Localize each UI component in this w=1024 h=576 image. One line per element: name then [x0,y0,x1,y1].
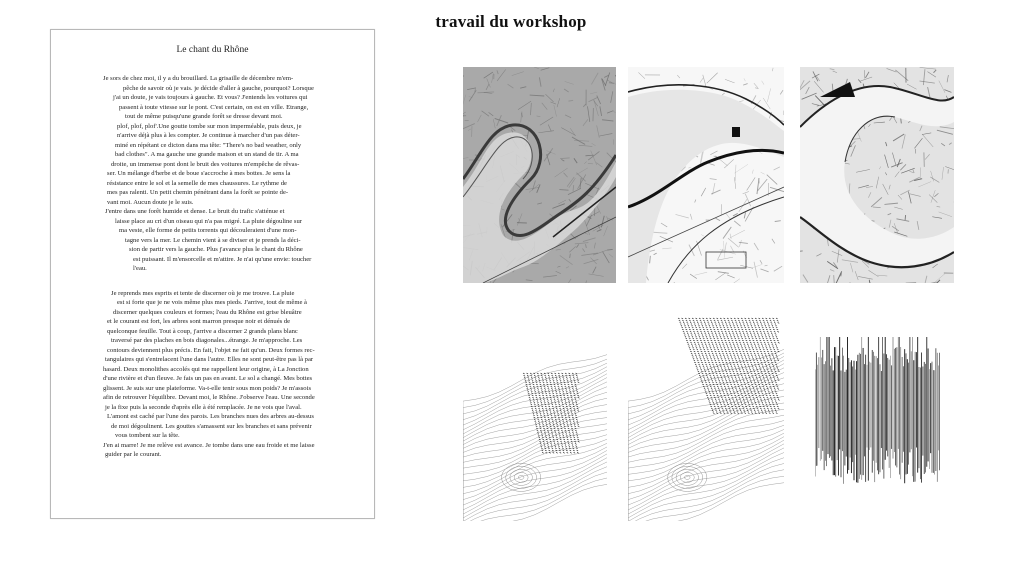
poem-line: passent à toute vitesse sur le pont. C'est certain, on est en ville. Etrange, [119,103,309,111]
poem-line: J'en ai marre! Je me relève est avance. Je tombe dans une eau froide et me laisse [103,441,315,449]
page-title: travail du workshop [435,12,587,31]
barcode-panel [815,337,940,487]
poem-line: tout de même puisqu'une grande forêt se dresse devant moi. [125,113,283,120]
poem-line: afin de retrouver l'équilibre. Devant moi, le Rhône. J'observe l'eau. Une seconde [103,394,315,401]
contour-panel-large [628,303,784,521]
poem-line: vant moi. Aucun doute je le suis. [107,198,194,206]
poem-line: pêche de savoir où je vais. je décide d'aller à gauche, pourquoi? Lorsque [123,84,314,92]
poem-line: J'entre dans une forêt humide et dense. Le bruit du trafic s'atténue et [105,208,285,215]
poem-line: Je reprends mes esprits et tente de discerner où je me trouve. La pluie [111,289,295,297]
poem-line: traversé par des plaches en bois diagonales...étrange. Je m'approche. Les [111,337,303,344]
map-panel-line-drawing [628,67,784,283]
poem-line: mes pas ralenti. Un petit chemin pénétrant dans la forêt se pointe de- [107,189,289,196]
poem-line: l'eau. [133,265,147,272]
poem-line: bad clothes". A ma gauche une grande maison et un stand de tir. A ma [115,151,299,158]
map-panel-gray-satellite [463,67,616,283]
poem-line: d'une rivière et d'un fleuve. Je fais un pas en avant. Le sol a changé. Mes bottes [103,375,313,382]
poem-line: est puissant. Il m'ensorcelle et m'attire. Je n'ai qu'une envie: toucher [133,255,312,263]
poem-line: n'arrive déjà plus à les compter. Je continue à marcher d'un pas déter- [117,132,300,139]
poem-line: ser. Un mélange d'herbe et de boue s'accroche à mes bottes. Je sens la [107,170,291,177]
poem-line: j'ai un doute, je vais toujours à gauche. Et vous? J'entends les voitures qui [113,94,308,101]
poem-line: sion de partir vers la gauche. Plus j'avance plus le chant du Rhône [129,246,303,253]
poem-line: Je sors de chez moi, il y a du brouillard. La grisaille de décembre m'em- [103,75,294,82]
poem-line: L'amont est caché par l'une des parois. Les branches nues des arbres au-dessus [107,413,314,420]
poem-line: plof, plof, plof'.Une goutte tombe sur mon imperméable, puis deux, je [117,122,302,130]
poem-line: est si forte que je ne vois même plus mes pieds. J'arrive, tout de même à [117,299,307,306]
map-panel-hatched [800,67,954,283]
poem-line: droite, un immense pont dont le bruit des voitures m'empêche de rêvas- [111,160,300,168]
poem-line: je la fixe puis la seconde d'après elle à été remplacée. Je ne vois que l'aval. [105,403,302,411]
poem-line: guider par le courant. [105,451,162,458]
poem-title: Le chant du Rhône [176,45,249,55]
poem-line: tagne vers la mer. Le chemin vient à se diviser et je prends la déci- [125,236,301,244]
poem-text [103,74,363,460]
poem-line: vous tombent sur la tête. [115,432,180,439]
poem-line: discerner quelques couleurs et formes; l'eau du Rhône est grise bleuâtre [113,308,302,316]
poem-line: de moi dégoulinent. Les gouttes s'amassent sur les branches et sans prévenir [111,422,312,430]
poem-line: glissent. Je suis sur une plateforme. Va-t-elle tenir sous mon poids? Je m'assois [103,384,312,392]
poem-line: miné en répétant ce dicton dans ma tête: "There's no bad weather, only [115,141,302,149]
poem-line: laisse place au cri d'un oiseau qui n'a pas migré. La pluie dégouline sur [115,217,302,225]
poem-line: résistance entre le sol et la semelle de mes chaussures. Le rythme de [107,179,287,187]
poem-line: contours deviennent plus précis. En fait, l'objet ne fait qu'un. Deux formes rec- [107,346,315,354]
poem-line: et le courant est fort, les arbres sont marron presque noir et dénués de [107,318,291,325]
poem-line: ma veste, elle forme de petits torrents qui découleraient d'une mon- [119,227,297,234]
poem-line: tangulaires qui s'entrelacent l'une dans l'autre. Elles ne sont peut-être pas là par [105,356,314,363]
contour-panel-small [463,303,616,521]
poem-line: quelconque feuille. Tout à coup, j'arrive a discerner 2 grands plans blanc [107,327,298,335]
text-page [50,29,375,519]
poem-line: hasard. Deux monolithes accolés qui me rappellent leur origine, à La Jonction [103,365,309,373]
